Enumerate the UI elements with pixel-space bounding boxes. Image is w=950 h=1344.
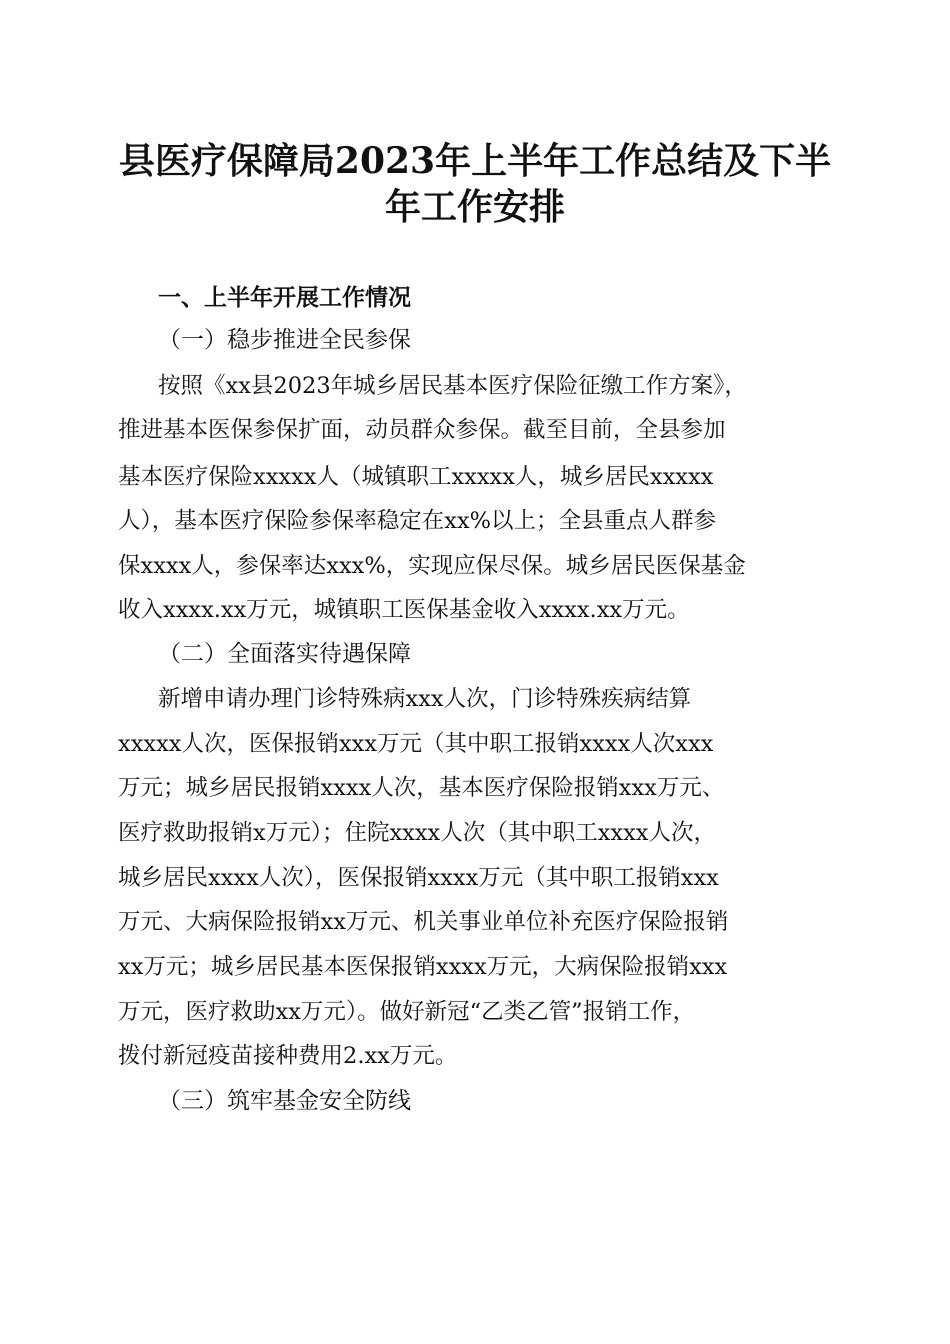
- paragraph-2-line: 万元，医疗救助xx万元）。做好新冠“乙类乙管”报销工作，: [118, 999, 696, 1025]
- subsection-heading-3: （三）筑牢基金安全防线: [158, 1088, 411, 1114]
- document-title-line-2: 年工作安排: [384, 186, 565, 228]
- paragraph-1-line: 推进基本医保参保扩面，动员群众参保。截至目前，全县参加: [118, 417, 726, 443]
- subsection-heading-1: （一）稳步推进全民参保: [158, 327, 411, 353]
- subsection-heading-2: （二）全面落实待遇保障: [158, 641, 411, 667]
- paragraph-1-line: 收入xxxx.xx万元，城镇职工医保基金收入xxxx.xx万元。: [118, 597, 690, 623]
- paragraph-2-line: 拨付新冠疫苗接种费用2.xx万元。: [118, 1043, 458, 1069]
- paragraph-2-line: 医疗救助报销x万元）；住院xxxx人次（其中职工xxxx人次，: [118, 820, 716, 846]
- paragraph-1-line: 基本医疗保险xxxxx人（城镇职工xxxxx人，城乡居民xxxxx: [118, 464, 714, 490]
- paragraph-2-line: 万元；城乡居民报销xxxx人次，基本医疗保险报销xxx万元、: [118, 775, 725, 801]
- paragraph-1-line: 保xxxx人，参保率达xxx%，实现应保尽保。城乡居民医保基金: [118, 553, 746, 579]
- paragraph-2-line: xx万元；城乡居民基本医保报销xxxx万元，大病保险报销xxx: [118, 954, 728, 980]
- paragraph-1-line: 人），基本医疗保险参保率稳定在xx%以上；全县重点人群参: [118, 508, 717, 534]
- paragraph-2-line: 城乡居民xxxx人次），医保报销xxxx万元（其中职工报销xxx: [118, 865, 719, 891]
- paragraph-2-line: 万元、大病保险报销xx万元、机关事业单位补充医疗保险报销: [118, 909, 729, 935]
- paragraph-2-line: xxxxx人次，医保报销xxx万元（其中职工报销xxxx人次xxx: [118, 731, 714, 757]
- section-heading-1: 一、上半年开展工作情况: [158, 285, 411, 311]
- paragraph-1-line: 按照《xx县2023年城乡居民基本医疗保险征缴工作方案》，: [158, 373, 747, 399]
- document-title-line-1: 县医疗保障局2023年上半年工作总结及下半: [118, 140, 832, 182]
- paragraph-2-line: 新增申请办理门诊特殊病xxx人次，门诊特殊疾病结算: [158, 686, 692, 712]
